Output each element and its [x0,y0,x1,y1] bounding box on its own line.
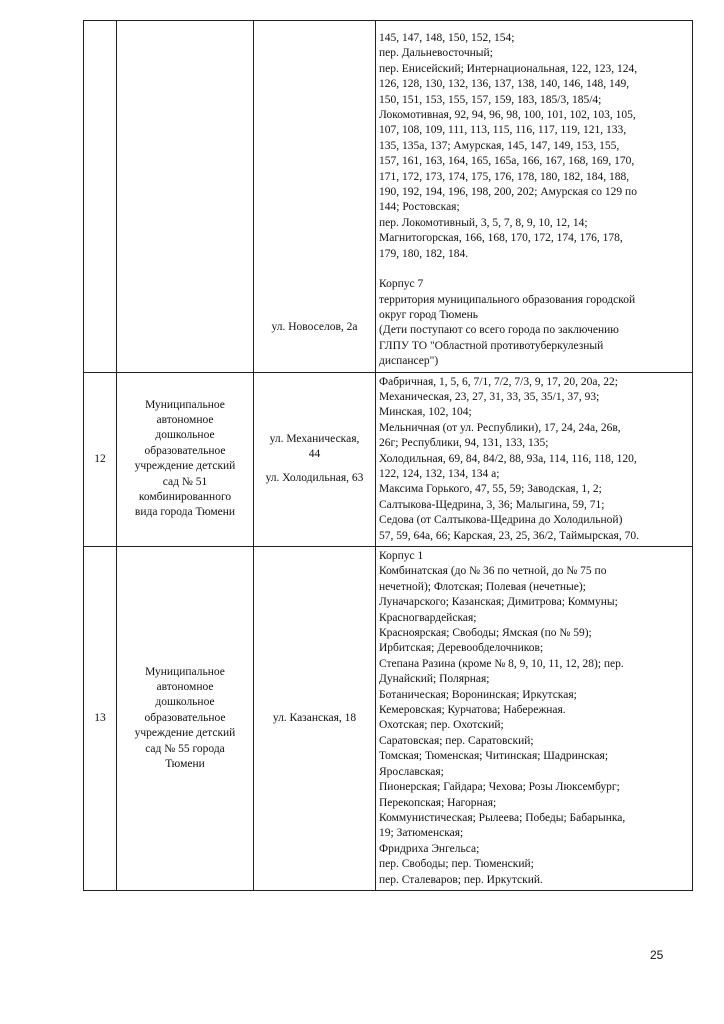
territory-line: 122, 124, 132, 134, 134 а; [379,467,500,480]
territory-line: Красногвардейская; [379,611,477,624]
territory-line: Фридриха Энгельса; [379,842,480,855]
territory-line: Красноярская; Свободы; Ямская (по № 59); [379,627,592,640]
territory-line: пер. Дальневосточный; [379,47,493,60]
institution-name-cell [117,547,254,891]
institution-name-line: автономное [156,414,214,427]
territory-line: Перекопская; Нагорная; [379,796,497,809]
territory-line: 107, 108, 109, 111, 113, 115, 116, 117, 119, 121, 133, [379,124,627,137]
institution-name-line: дошкольное [155,429,215,442]
territory-line: Пионерская; Гайдара; Чехова; Розы Люксембург; [379,781,620,794]
territory-line: Охотская; пер. Охотский; [379,719,504,732]
institution-name-line: автономное [156,680,214,693]
territory-line: Саратовская; пер. Саратовский; [379,734,534,747]
row-number: 12 [94,452,106,465]
territory-line: Корпус 7 [379,278,424,291]
institution-name-cell [117,372,254,546]
territory-line [379,262,688,277]
territory-cell [376,372,693,546]
territory-line: Степана Разина (кроме № 8, 9, 10, 11, 12, 28); пер. [379,657,624,670]
territory-line: Луначарского; Казанская; Димитрова; Коммуны; [379,596,618,609]
institution-name-line: вида города Тюмени [134,506,236,519]
territory-line: Максима Горького, 47, 55, 59; Заводская, 1, 2; [379,483,602,496]
territory-line: 171, 172, 173, 174, 175, 176, 178, 180, 182, 184, 188, [379,170,630,183]
row-number-cell [84,372,117,546]
row-number-cell [84,547,117,891]
territory-line: Комбинатская (до № 36 по четной, до № 75 по [379,565,607,578]
table-row [84,547,693,891]
address-line: ул. Новоселов, 2а [271,321,358,334]
institution-name-line: комбинированного [138,491,232,504]
territory-line: Ботаническая; Воронинская; Иркутская; [379,688,577,701]
table-row [84,21,693,373]
territory-line: Ярославская; [379,765,444,778]
institution-name-cell [117,21,254,373]
territory-line: Седова (от Салтыкова-Щедрина до Холодильной) [379,514,623,527]
territory-line: Мельничная (от ул. Республики), 17, 24, 24а, 26в, [379,421,621,434]
territory-line: 179, 180, 182, 184. [379,247,469,260]
territory-line: территория муниципального образования городской [379,293,636,306]
territory-line: Томская; Тюменская; Читинская; Шадринская; [379,750,609,763]
address-cell [254,547,376,891]
territory-line: Кемеровская; Курчатова; Набережная. [379,704,566,717]
territory-line: Корпус 1 [379,550,424,562]
territory-line: 190, 192, 194, 196, 198, 200, 202; Амурская со 129 по [379,186,637,199]
territory-table [83,20,693,891]
territory-line: 126, 128, 130, 132, 136, 137, 138, 140, 146, 148, 149, [379,78,630,91]
territory-line: 150, 151, 153, 155, 157, 159, 183, 185/3, 185/4; [379,93,602,106]
institution-name-line: учреждение детский [134,727,236,740]
institution-name-line: образовательное [144,444,226,457]
territory-line: 19; Затюменская; [379,827,464,840]
territory-line: 135, 135а, 137; Амурская, 145, 147, 149, 153, 155, [379,139,620,152]
territory-line: 144; Ростовская; [379,201,460,214]
institution-name-line: образовательное [144,711,226,724]
institution-name-line: Тюмени [165,757,205,770]
territory-line: 157, 161, 163, 164, 165, 165а, 166, 167, 168, 169, 170, [379,155,635,168]
territory-line: Дунайский; Полярная; [379,673,490,686]
institution-name-line: дошкольное [155,696,215,709]
territory-line: Салтыкова-Щедрина, 3, 36; Малыгина, 59, 71; [379,498,605,511]
row-number: 13 [94,711,106,724]
address-line: ул. Холодильная, 63 [265,472,364,485]
territory-line: нечетной); Флотская; Полевая (нечетные); [379,580,586,593]
territory-line: 145, 147, 148, 150, 152, 154; [379,32,515,44]
territory-line: округ город Тюмень [379,308,479,321]
address-cell [254,21,376,373]
territory-line: Механическая, 23, 27, 31, 33, 35, 35/1, 37, 93; [379,390,600,403]
territory-line: 57, 59, 64а, 66; Карская, 23, 25, 36/2, Таймырская, 70. [379,529,639,542]
territory-line: пер. Енисейский; Интернациональная, 122, 123, 124, [379,62,638,75]
page-number: 25 [650,948,664,962]
territory-line: Магнитогорская, 166, 168, 170, 172, 174, 176, 178, [379,232,623,245]
territory-line: 26г; Республики, 94, 131, 133, 135; [379,437,549,450]
territory-line: Коммунистическая; Рылеева; Победы; Бабарынка, [379,811,626,824]
address-line [254,462,375,471]
territory-line: пер. Свободы; пер. Тюменский; [379,858,534,871]
table-row [84,372,693,546]
territory-line: пер. Сталеваров; пер. Иркутский. [379,873,543,886]
territory-line: Холодильная, 69, 84, 84/2, 88, 93а, 114, 116, 118, 120, [379,452,637,465]
address-cell [254,372,376,546]
territory-cell [376,21,693,373]
institution-name-line: учреждение детский [134,460,236,473]
row-number-cell [84,21,117,373]
territory-line: Фабричная, 1, 5, 6, 7/1, 7/2, 7/3, 9, 17, 20, 20а, 22; [379,375,618,388]
address-line: ул. Казанская, 18 [272,711,357,724]
territory-line: диспансер") [379,355,439,368]
address-line: 44 [308,448,321,461]
territory-line: Минская, 102, 104; [379,406,472,419]
institution-name-line: Муниципальное [145,665,225,678]
territory-line: Локомотивная, 92, 94, 96, 98, 100, 101, 102, 103, 105, [379,109,636,122]
territory-line: ГЛПУ ТО "Областной противотуберкулезный [379,339,604,352]
territory-line: (Дети поступают со всего города по заключению [379,324,619,337]
address-line: ул. Механическая, [269,432,360,445]
institution-name-line: сад № 51 [162,475,208,488]
territory-cell [376,547,693,891]
institution-name-line: сад № 55 города [145,742,225,755]
territory-line: Ирбитская; Деревообделочников; [379,642,544,655]
territory-line: пер. Локомотивный, 3, 5, 7, 8, 9, 10, 12, 14; [379,216,588,229]
institution-name-line: Муниципальное [145,398,225,411]
